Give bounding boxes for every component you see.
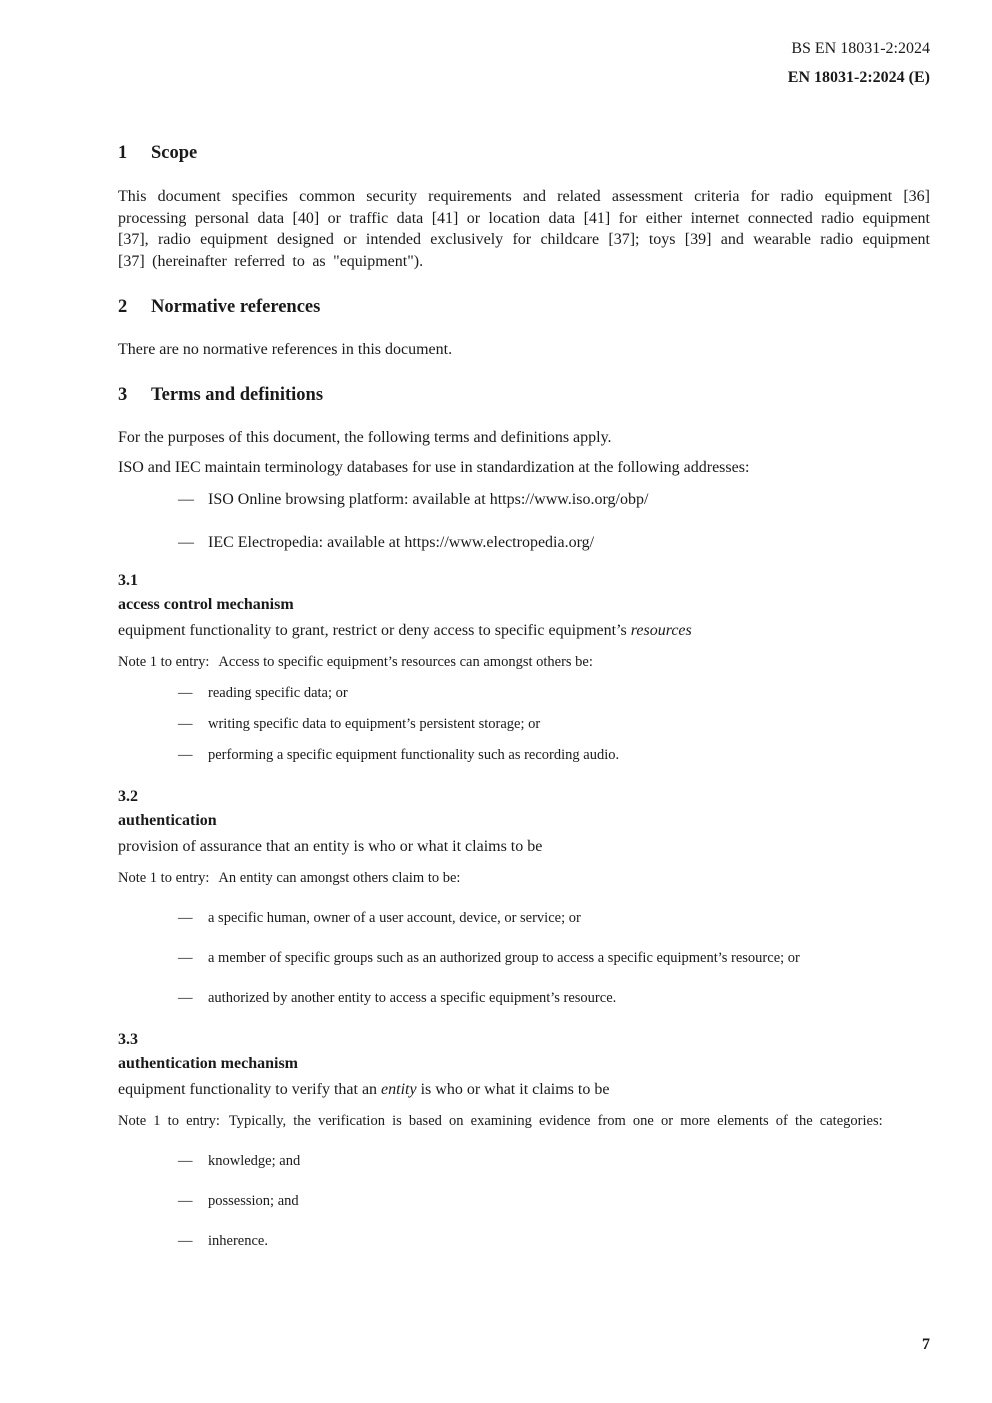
doc-reference: BS EN 18031-2:2024 [791,40,930,57]
list-item [118,1232,930,1251]
list-item [118,989,930,1008]
list-item [118,1192,930,1211]
note-text: An entity can amongst others claim to be: [218,869,461,886]
dash-bullet: — [178,1192,193,1209]
term-id: 3.1 [118,571,138,589]
dash-bullet: — [178,490,194,508]
dash-bullet: — [178,534,194,551]
list-item [118,715,930,734]
dash-bullet: — [178,1152,193,1169]
section-scope-heading [118,141,930,165]
terminology-sources-list [118,489,930,554]
term-note-list [118,1152,930,1251]
term-id: 3.2 [118,787,138,805]
page-number: 7 [922,1336,930,1353]
dash-bullet: — [178,949,193,966]
page-header [118,34,930,92]
dash-bullet: — [178,989,193,1006]
list-item [118,909,930,928]
term-definition [118,1078,930,1102]
term-definition-text: equipment functionality to verify that an [118,1080,382,1098]
dash-bullet: — [178,684,193,701]
list-item-text: a specific human, owner of a user account, device, or service; or [208,909,581,926]
list-item-text: writing specific data to equipment’s persistent storage; or [208,715,541,732]
list-item [118,949,930,968]
section-terms-title: Terms and definitions [151,384,324,405]
section-terms-heading [118,383,930,407]
list-item-iso-obp [118,489,930,511]
list-item [118,746,930,765]
dash-bullet: — [178,909,193,926]
list-item [118,684,930,703]
list-item-iec-electropedia [118,532,930,554]
note-label: Note 1 to entry: [118,653,210,670]
term-definition-italic: resources [630,621,692,639]
term-name: authentication [118,811,217,829]
term-note [118,1111,930,1131]
term-definition-italic: entity [381,1080,417,1098]
list-item-text: IEC Electropedia: available at https://www.electropedia.org/ [208,534,595,551]
section-scope-number: 1 [118,143,128,163]
dash-bullet: — [178,1232,193,1249]
note-label: Note 1 to entry: [118,1112,220,1129]
list-item-text: reading specific data; or [208,684,348,701]
note-label: Note 1 to entry: [118,869,210,886]
note-text: Typically, the verification is based on examining evidence from one or more elements of the categories: [228,1112,883,1129]
term-id: 3.3 [118,1030,138,1048]
section-normative-heading [118,295,930,319]
terms-intro-paragraph: For the purposes of this document, the following terms and definitions apply. [118,428,612,446]
term-definition [118,835,930,859]
list-item-text: knowledge; and [208,1152,301,1169]
term-note [118,652,930,672]
term-note-list [118,684,930,765]
term-name: access control mechanism [118,595,294,613]
term-note [118,868,930,888]
section-scope-title: Scope [151,143,198,163]
section-normative-number: 2 [118,297,128,317]
term-3-1 [118,569,930,765]
dash-bullet: — [178,746,193,763]
note-text: Access to specific equipment’s resources can amongst others be: [218,653,593,670]
section-terms-number: 3 [118,384,128,405]
list-item-text: ISO Online browsing platform: available at https://www.iso.org/obp/ [208,490,649,508]
list-item-text: inherence. [208,1232,268,1249]
terms-databases-paragraph: ISO and IEC maintain terminology databases for use in standardization at the following addresses: [118,459,750,476]
scope-paragraph: This document specifies common security requirements and related assessment criteria for radio equipment [36] processing personal data [40] or traffic data [41] or location data [41] for either internet connected radio equipment [37], radio equipment designed or intended exclusively for childcare [37]; toys [39] and wearable radio equipment [37] (hereinafter referred to as "equipment"). [118,188,930,270]
list-item-text: performing a specific equipment functionality such as recording audio. [208,746,620,763]
list-item-text: possession; and [208,1192,299,1209]
term-note-list [118,909,930,1008]
term-definition-text: is who or what it claims to be [416,1080,610,1098]
term-3-2 [118,785,930,1008]
section-normative-title: Normative references [151,297,321,317]
term-name: authentication mechanism [118,1054,298,1072]
list-item [118,1152,930,1171]
list-item-text: a member of specific groups such as an authorized group to access a specific equipment’s resource; or [208,949,800,966]
normative-paragraph: There are no normative references in this document. [118,341,453,358]
list-item-text: authorized by another entity to access a specific equipment’s resource. [208,989,617,1006]
term-3-3 [118,1028,930,1251]
term-definition-text: provision of assurance that an entity is who or what it claims to be [118,837,543,855]
dash-bullet: — [178,715,193,732]
doc-reference-edition: EN 18031-2:2024 (E) [787,69,930,86]
term-definition-text: equipment functionality to grant, restrict or deny access to specific equipment’s [118,621,631,639]
term-definition [118,619,930,643]
